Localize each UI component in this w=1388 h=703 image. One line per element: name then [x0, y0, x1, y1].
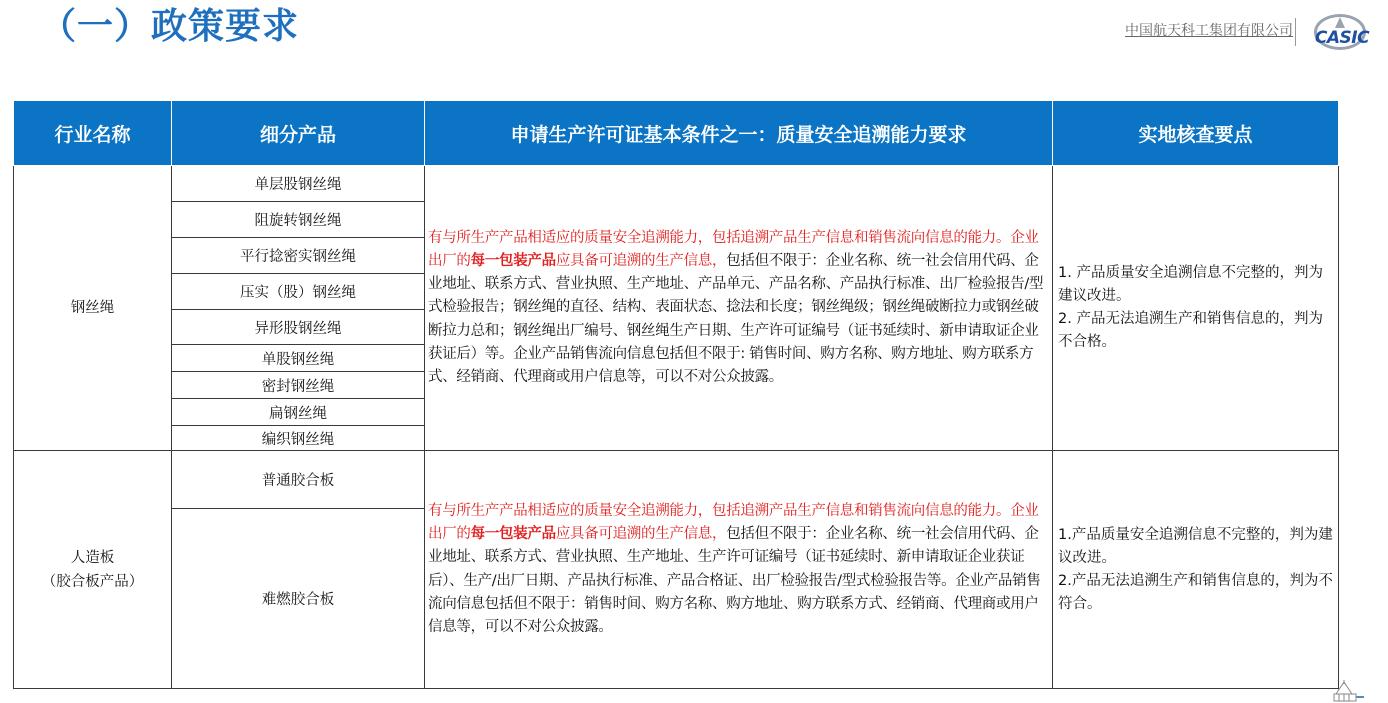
product-cell: 压实（股）钢丝绳: [172, 274, 425, 310]
industry-label: 人造板: [70, 549, 115, 566]
industry-cell: [14, 166, 172, 451]
check-points-cell: [1053, 166, 1339, 451]
page-title: （一）政策要求: [40, 6, 300, 47]
product-cell: 平行捻密实钢丝绳: [172, 238, 425, 274]
product-cell: 密封钢丝绳: [172, 372, 425, 399]
product-cell: 单股钢丝绳: [172, 345, 425, 372]
casic-logo-icon: CASIC: [1304, 14, 1380, 54]
check-points-cell: [1053, 451, 1339, 689]
header-requirement: 申请生产许可证基本条件之一：质量安全追溯能力要求: [425, 101, 1053, 166]
product-cell: 难燃胶合板: [172, 509, 425, 689]
table-row: [14, 166, 1339, 202]
requirement-cell: 有与所生产产品相适应的质量安全追溯能力，包括追溯产品生产信息和销售流向信息的能力。企业出厂的每一包装产品应具备可追溯的生产信息，包括但不限于：企业名称、统一社会信用代码、企业地址、联系方式、营业执照、生产地址、产品单元、产品名称、产品执行标准、出厂检验报告/型式检验报告；钢丝绳的直径、结构、表面状态、捻法和长度；钢丝绳级；钢丝绳破断拉力或钢丝破断拉力总和；钢丝绳出厂编号、钢丝绳生产日期、生产许可证编号（证书延续时、新申请取证企业获证后）等。企业产品销售流向信息包括但不限于: 销售时间、购方名称、购方地址、购方联系方式、经销商、代理商或用户信息等，可以不对公众披露。: [425, 166, 1053, 451]
requirement-cell: 有与所生产产品相适应的质量安全追溯能力，包括追溯产品生产信息和销售流向信息的能力。企业出厂的每一包装产品应具备可追溯的生产信息，包括但不限于：企业名称、统一社会信用代码、企业地址、联系方式、营业执照、生产地址、生产许可证编号（证书延续时、新申请取证企业获证后）、生产/出厂日期、产品执行标准、产品合格证、出厂检验报告/型式检验报告等。企业产品销售流向信息包括但不限于：销售时间、购方名称、购方地址、购方联系方式、经销商、代理商或用户信息等，可以不对公众披露。: [425, 451, 1053, 689]
building-icon: [1326, 680, 1366, 702]
policy-table: [13, 100, 1339, 689]
product-cell: 普通胶合板: [172, 451, 425, 509]
product-cell: 阻旋转钢丝绳: [172, 202, 425, 238]
check-point-2: 2. 产品无法追溯生产和销售信息的，判为不合格。: [1058, 311, 1323, 350]
check-point-1: 1. 产品质量安全追溯信息不完整的，判为建议改进。: [1058, 265, 1323, 304]
header-check-points: 实地核查要点: [1053, 101, 1339, 166]
check-point-2: 2.产品无法追溯生产和销售信息的，判为不符合。: [1058, 572, 1333, 612]
industry-cell: [14, 451, 172, 689]
check-point-1: 1.产品质量安全追溯信息不完整的，判为建议改进。: [1058, 526, 1333, 566]
table-row: [14, 451, 1339, 509]
product-cell: 单层股钢丝绳: [172, 166, 425, 202]
industry-sublabel: （胶合板产品）: [41, 573, 144, 590]
header-products: 细分产品: [172, 101, 425, 166]
industry-label: 钢丝绳: [70, 300, 115, 316]
header-industry: 行业名称: [14, 101, 172, 166]
header-divider: [1295, 18, 1296, 46]
product-cell: 编织钢丝绳: [172, 426, 425, 451]
product-cell: 异形股钢丝绳: [172, 310, 425, 345]
product-cell: 扁钢丝绳: [172, 399, 425, 426]
table-header-row: [14, 101, 1339, 166]
company-name: 中国航天科工集团有限公司: [1125, 23, 1293, 39]
